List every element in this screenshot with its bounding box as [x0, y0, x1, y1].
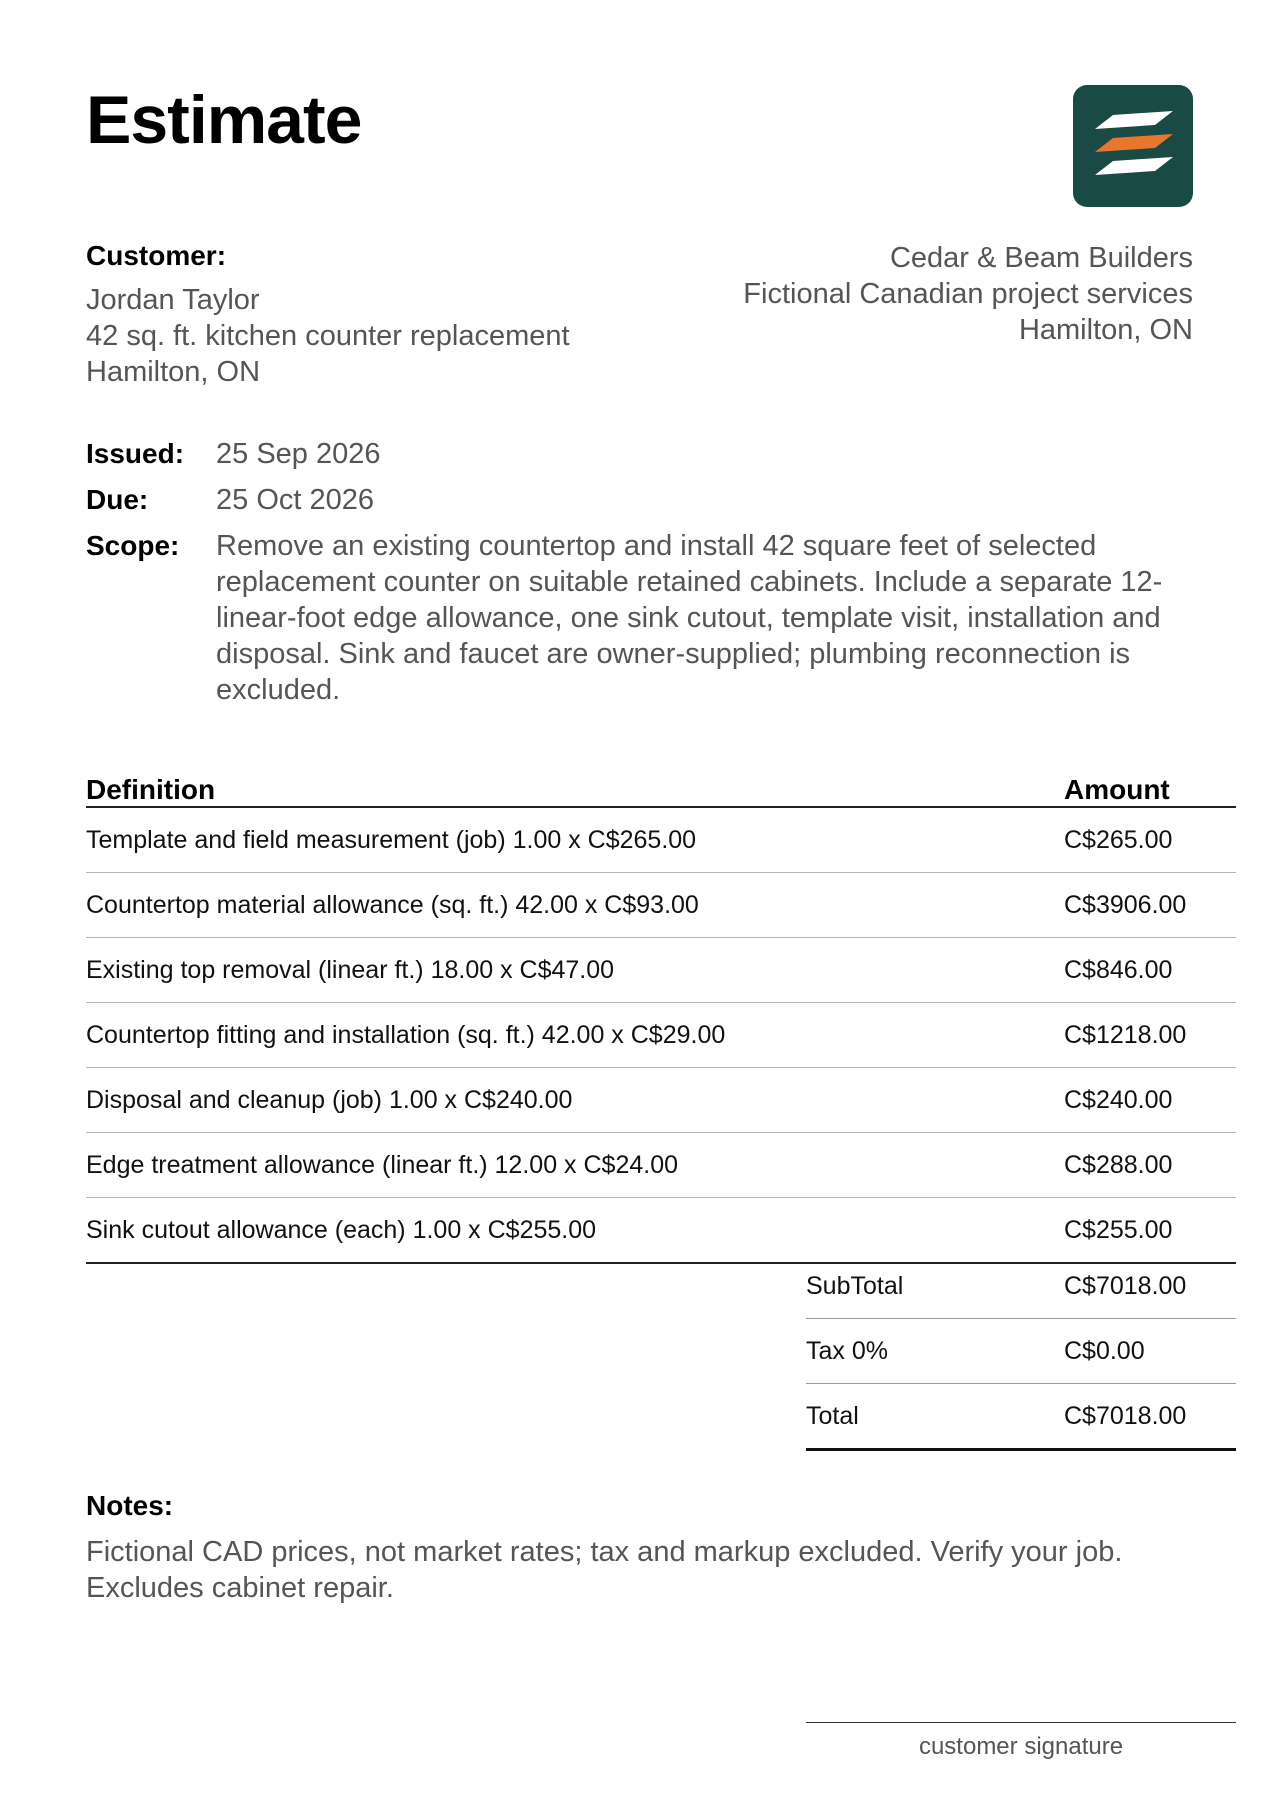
notes-label: Notes:	[86, 1490, 174, 1521]
due-label: Due:	[86, 484, 149, 515]
stacked-planks-logo-icon	[1073, 85, 1193, 207]
due-row	[86, 482, 1236, 518]
tax-amount: C$0.00	[1064, 1336, 1145, 1365]
tax-row	[806, 1319, 1236, 1384]
company-name: Cedar & Beam Builders	[889, 242, 1193, 274]
company-logo	[1073, 85, 1193, 207]
customer-location: Hamilton, ON	[86, 356, 261, 388]
customer-label: Customer:	[86, 240, 227, 271]
customer-name: Jordan Taylor	[86, 284, 260, 316]
table-row	[86, 1003, 1236, 1068]
row-definition: Existing top removal (linear ft.) 18.00 x C$47.00	[86, 955, 615, 984]
row-definition: Countertop material allowance (sq. ft.) 42.00 x C$93.00	[86, 890, 699, 919]
row-definition: Countertop fitting and installation (sq. ft.) 42.00 x C$29.00	[86, 1020, 726, 1049]
subtotal-amount: C$7018.00	[1064, 1271, 1187, 1300]
table-row	[86, 938, 1236, 1003]
tax-label: Tax 0%	[806, 1336, 888, 1365]
customer-project: 42 sq. ft. kitchen counter replacement	[86, 320, 570, 352]
subtotal-label: SubTotal	[806, 1271, 904, 1300]
table-row	[86, 1068, 1236, 1133]
notes-block	[86, 1490, 1236, 1606]
company-location: Hamilton, ON	[1018, 314, 1193, 346]
page-title: Estimate	[86, 82, 362, 158]
customer-block	[86, 240, 570, 390]
row-amount: C$846.00	[1064, 955, 1173, 984]
row-amount: C$265.00	[1064, 825, 1173, 854]
signature-caption: customer signature	[918, 1733, 1124, 1760]
scope-row	[86, 528, 1236, 708]
table-row	[86, 873, 1236, 938]
table-body	[86, 808, 1236, 1264]
line-items-table	[86, 758, 1236, 1264]
due-date: 25 Oct 2026	[216, 484, 374, 516]
row-amount: C$240.00	[1064, 1085, 1173, 1114]
row-definition: Template and field measurement (job) 1.00 x C$265.00	[86, 825, 697, 854]
issued-row	[86, 436, 1236, 472]
row-definition: Edge treatment allowance (linear ft.) 12.00 x C$24.00	[86, 1150, 679, 1179]
issued-label: Issued:	[86, 438, 185, 469]
scope-label: Scope:	[86, 530, 180, 561]
company-tagline: Fictional Canadian project services	[743, 278, 1193, 310]
totals-block	[806, 1254, 1236, 1451]
issued-date: 25 Sep 2026	[216, 438, 381, 470]
total-label: Total	[806, 1401, 859, 1430]
subtotal-row	[806, 1254, 1236, 1319]
row-definition: Sink cutout allowance (each) 1.00 x C$255.00	[86, 1215, 597, 1244]
row-amount: C$288.00	[1064, 1150, 1173, 1179]
row-amount: C$255.00	[1064, 1215, 1173, 1244]
amount-column-header: Amount	[1064, 774, 1170, 805]
table-header	[86, 758, 1236, 808]
table-row	[86, 808, 1236, 873]
notes-text: Fictional CAD prices, not market rates; tax and markup excluded. Verify your job. Excludes cabinet repair.	[86, 1536, 1123, 1604]
row-definition: Disposal and cleanup (job) 1.00 x C$240.00	[86, 1085, 573, 1114]
company-block	[743, 240, 1193, 348]
scope-text: Remove an existing countertop and install 42 square feet of selected replacement counter on suitable retained cabinets. Include a separate 12-linear-foot edge allowance, one sink cutout, template visit, installation and disposal. Sink and faucet are owner-supplied; plumbing reconnection is excluded.	[216, 530, 1163, 706]
total-row	[806, 1384, 1236, 1451]
row-amount: C$3906.00	[1064, 890, 1187, 919]
estimate-meta	[86, 436, 1236, 718]
signature-line	[806, 1722, 1236, 1761]
row-amount: C$1218.00	[1064, 1020, 1187, 1049]
total-amount: C$7018.00	[1064, 1401, 1187, 1430]
definition-column-header: Definition	[86, 774, 216, 805]
table-row	[86, 1133, 1236, 1198]
